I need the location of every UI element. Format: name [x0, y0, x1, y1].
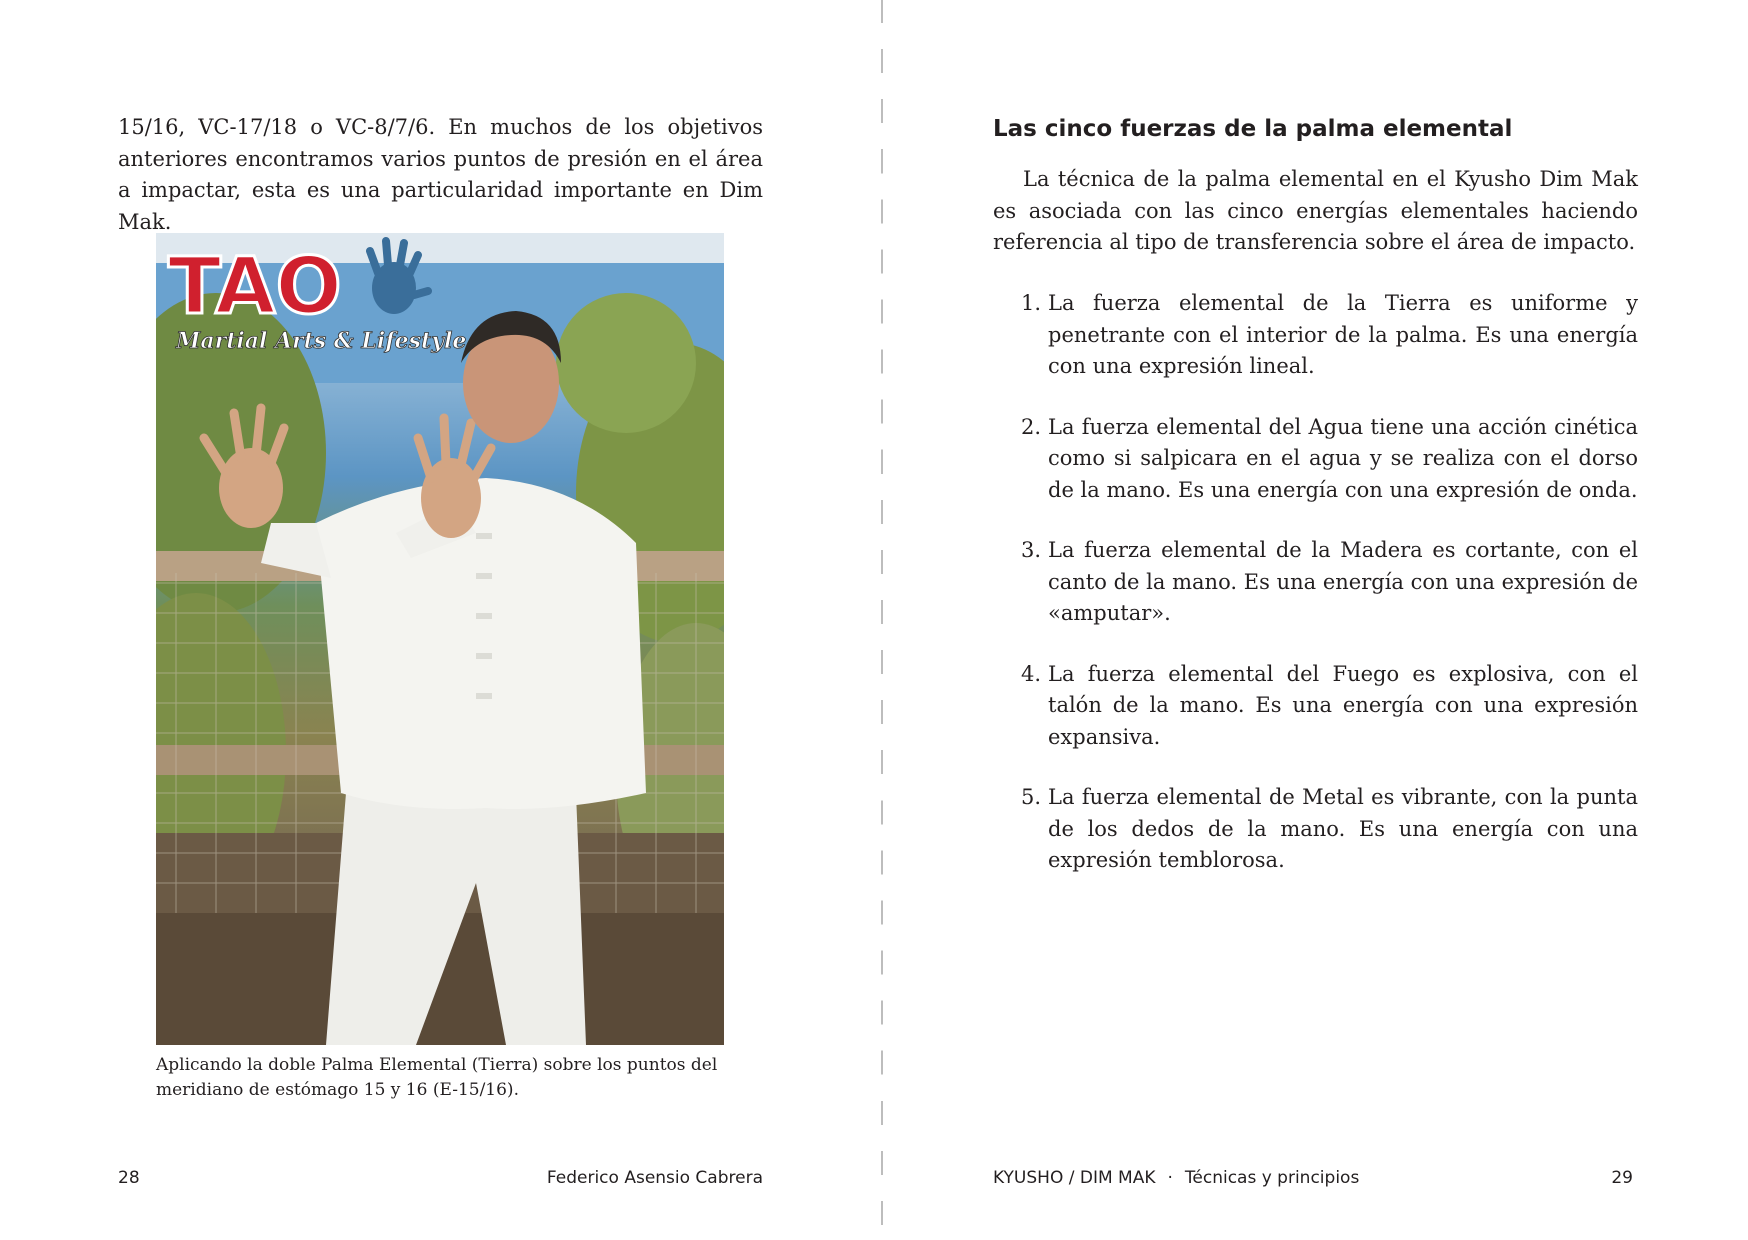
- left-paragraph: 15/16, VC-17/18 o VC-8/7/6. En muchos de los objetivos anteriores encontramos varios puntos de presión en el área a impactar, esta es una particularidad importante en Dim Mak.: [118, 115, 763, 234]
- intro-paragraph: La técnica de la palma elemental en el Kyusho Dim Mak es asociada con las cinco energías elementales haciendo referencia al tipo de transferencia sobre el área de impacto.: [993, 167, 1638, 254]
- section-heading: Las cinco fuerzas de la palma elemental: [993, 116, 1513, 142]
- list-text: La fuerza elemental de la Madera es cortante, con el canto de la mano. Es una energía con una expresión de «amputar».: [1048, 538, 1638, 625]
- logo-subtitle: Martial Arts & Lifestyle: [176, 328, 467, 354]
- list-number: 3.: [1021, 538, 1042, 562]
- list-text: La fuerza elemental de la Tierra es uniforme y penetrante con el interior de la palma. Es una energía con una expresión lineal.: [1048, 291, 1638, 378]
- elemental-forces-list: [993, 288, 1638, 906]
- list-number: 1.: [1021, 291, 1042, 315]
- running-header: [993, 1166, 1359, 1190]
- list-number: 2.: [1021, 414, 1042, 439]
- list-item: [993, 659, 1638, 754]
- right-page: [874, 0, 1748, 1240]
- logo-text: TAO: [168, 242, 342, 332]
- author-name: Federico Asensio Cabrera: [546, 1168, 763, 1188]
- page-number-right: 29: [1611, 1168, 1633, 1188]
- list-number: 4.: [1021, 661, 1042, 686]
- running-title: KYUSHO / DIM MAK: [993, 1168, 1156, 1188]
- running-separator: ·: [1167, 1168, 1173, 1188]
- list-item: [993, 288, 1638, 383]
- list-text: La fuerza elemental del Fuego es explosiva, con el talón de la mano. Es una energía con una expresión expansiva.: [1048, 661, 1638, 749]
- photo-caption: Aplicando la doble Palma Elemental (Tierra) sobre los puntos del meridiano de estómago 15 y 16 (E-15/16).: [156, 1055, 718, 1100]
- list-text: La fuerza elemental del Agua tiene una acción cinética como si salpicara en el agua y se realiza con el dorso de la mano. Es una energía con una expresión de onda.: [1048, 414, 1638, 502]
- list-item: [993, 782, 1638, 877]
- kungfu-photo: [156, 233, 724, 1045]
- list-number: 5.: [1021, 785, 1042, 809]
- list-item: [993, 535, 1638, 630]
- running-subtitle: Técnicas y principios: [1184, 1168, 1360, 1188]
- page-number-left: 28: [118, 1168, 140, 1188]
- list-text: La fuerza elemental de Metal es vibrante, con la punta de los dedos de la mano. Es una energía con una expresión temblorosa.: [1048, 785, 1638, 872]
- list-item: [993, 412, 1638, 507]
